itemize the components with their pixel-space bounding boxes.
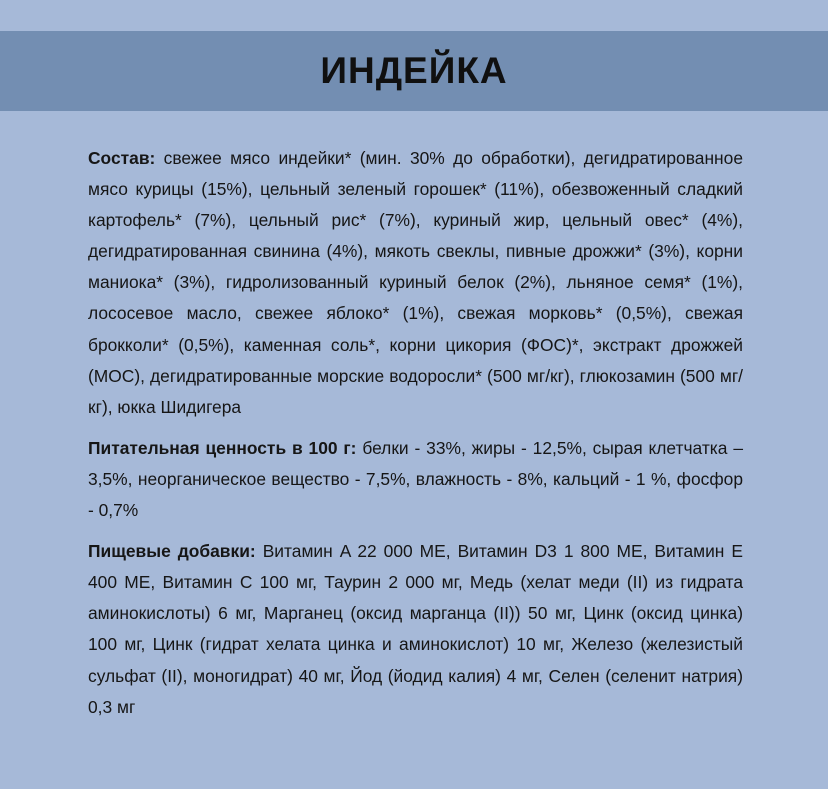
additives-label: Пищевые добавки: bbox=[88, 541, 256, 562]
nutrition-label: Питательная ценность в 100 г: bbox=[88, 437, 357, 458]
nutrition-paragraph bbox=[88, 433, 743, 526]
nutrition-text: белки - 33%, жиры - 12,5%, сырая клетчатка – 3,5%, неорганическое вещество - 7,5%, влажность - 8%, кальций - 1 %, фосфор - 0,7% bbox=[88, 437, 743, 521]
composition-paragraph bbox=[88, 143, 743, 423]
composition-label: Состав: bbox=[88, 148, 156, 168]
page-title: ИНДЕЙКА bbox=[320, 50, 508, 91]
content bbox=[88, 143, 743, 733]
additives-paragraph bbox=[88, 536, 743, 723]
composition-text: свежее мясо индейки* (мин. 30% до обработки), дегидратированное мясо курицы (15%), цельный зеленый горошек* (11%), обезвоженный сладкий картофель* (7%), цельный рис* (7%), куриный жир, цельный овес* (4%), дегидратированная свинина (4%), мякоть свеклы, пивные дрожжи* (3%), корни маниока* (3%), гидролизованный куриный белок (2%), льняное семя* (1%), лососевое масло, свежее яблоко* (1%), свежая морковь* (0,5%), свежая брокколи* (0,5%), каменная соль*, корни цикория (ФОС)*, экстракт дрожжей (МОС), дегидратированные морские водоросли* (500 мг/кг), глюкозамин (500 мг/кг), юкка Шидигера bbox=[88, 148, 743, 417]
title-band bbox=[0, 31, 828, 111]
additives-text: Витамин A 22 000 МЕ, Витамин D3 1 800 МЕ, Витамин E 400 МЕ, Витамин C 100 мг, Таурин 2 000 мг, Медь (хелат меди (II) из гидрата аминокислоты) 6 мг, Марганец (оксид марганца (II)) 50 мг, Цинк (оксид цинка) 100 мг, Цинк (гидрат хелата цинка и аминокислот) 10 мг, Железо (железистый сульфат (II), моногидрат) 40 мг, Йод (йодид калия) 4 мг, Селен (селенит натрия) 0,3 мг bbox=[88, 541, 743, 717]
